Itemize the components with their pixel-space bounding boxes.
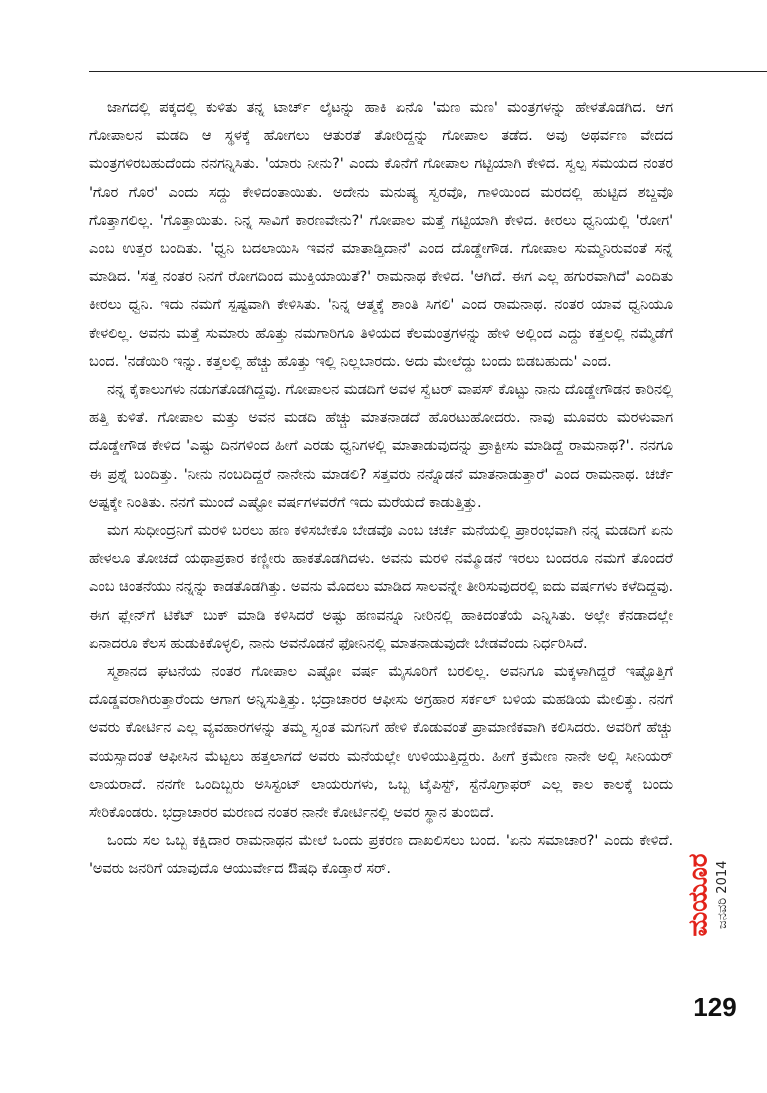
- paragraph-5: ಒಂದು ಸಲ ಒಬ್ಬ ಕಕ್ಷಿದಾರ ರಾಮನಾಥನ ಮೇಲೆ ಒಂದು ಪ್ರಕರಣ ದಾಖಲಿಸಲು ಬಂದ. 'ಏನು ಸಮಾಚಾರ?' ಎಂದು ಕೇಳಿದೆ. 'ಅವರು ಜನರಿಗೆ ಯಾವುದೊ ಆಯುರ್ವೇದ ಔಷಧಿ ಕೊಡ್ತಾರೆ ಸರ್.: [89, 832, 673, 878]
- page-number: 129: [693, 992, 737, 1022]
- paragraph-4: ಸ್ಮಶಾನದ ಘಟನೆಯ ನಂತರ ಗೋಪಾಲ ಎಷ್ಟೋ ವರ್ಷ ಮೈಸೂರಿಗೆ ಬರಲಿಲ್ಲ. ಅವನಿಗೂ ಮಕ್ಕಳಾಗಿದ್ದರೆ ಇಷ್ಟೊತ್ತಿಗೆ ದೊಡ್ಡವರಾಗಿರುತ್ತಾರೆಂದು ಆಗಾಗ ಅನ್ನಿಸುತ್ತಿತ್ತು. ಭದ್ರಾಚಾರರ ಆಫೀಸು ಅಗ್ರಹಾರ ಸರ್ಕಲ್ ಬಳಿಯ ಮಹಡಿಯ ಮೇಲಿತ್ತು. ನನಗೆ ಅವರು ಕೋರ್ಟಿನ ಎಲ್ಲ ವ್ಯವಹಾರಗಳನ್ನು ತಮ್ಮ ಸ್ವಂತ ಮಗನಿಗೆ ಹೇಳಿ ಕೊಡುವಂತೆ ಪ್ರಾಮಾಣಿಕವಾಗಿ ಕಲಿಸಿದರು. ಅವರಿಗೆ ಹೆಚ್ಚು ವಯಸ್ಸಾದಂತೆ ಆಫೀಸಿನ ಮೆಟ್ಟಲು ಹತ್ತಲಾಗದೆ ಅವರು ಮನೆಯಲ್ಲೇ ಉಳಿಯುತ್ತಿದ್ದರು. ಹೀಗೆ ಕ್ರಮೇಣ ನಾನೇ ಅಲ್ಲಿ ಸೀನಿಯರ್ ಲಾಯರಾದೆ. ನನಗೇ ಒಂದಿಬ್ಬರು ಅಸಿಸ್ಟಂಟ್ ಲಾಯರುಗಳು, ಒಬ್ಬ ಟೈಪಿಸ್ಟ್, ಸ್ಟೆನೊಗ್ರಾಫರ್ ಎಲ್ಲ ಕಾಲ ಕಾಲಕ್ಕೆ ಬಂದು ಸೇರಿಕೊಂಡರು. ಭದ್ರಾಚಾರರ ಮರಣದ ನಂತರ ನಾನೇ ಕೋರ್ಟಿನಲ್ಲಿ ಅವರ ಸ್ಥಾನ ತುಂಬಿದೆ.: [89, 663, 673, 822]
- paragraph-3: ಮಗ ಸುಧೀಂದ್ರನಿಗೆ ಮರಳಿ ಬರಲು ಹಣ ಕಳಿಸಬೇಕೊ ಬೇಡವೊ ಎಂಬ ಚರ್ಚೆ ಮನೆಯಲ್ಲಿ ಪ್ರಾರಂಭವಾಗಿ ನನ್ನ ಮಡದಿಗೆ ಏನು ಹೇಳಲೂ ತೋಚದೆ ಯಥಾಪ್ರಕಾರ ಕಣ್ಣೀರು ಹಾಕತೊಡಗಿದಳು. ಅವನು ಮರಳಿ ನಮ್ಮೊಡನೆ ಇರಲು ಬಂದರೂ ನಮಗೆ ತೊಂದರೆ ಎಂಬ ಚಿಂತನೆಯು ನನ್ನನ್ನು ಕಾಡತೊಡಗಿತ್ತು. ಅವನು ಮೊದಲು ಮಾಡಿದ ಸಾಲವನ್ನೇ ತೀರಿಸುವುದರಲ್ಲಿ ಐದು ವರ್ಷಗಳು ಕಳೆದಿದ್ದವು. ಈಗ ಫ್ಲೇನ್‌ಗೆ ಟಿಕೆಟ್ ಬುಕ್ ಮಾಡಿ ಕಳಿಸಿದರೆ ಅಷ್ಟು ಹಣವನ್ನೂ ನೀರಿನಲ್ಲಿ ಹಾಕಿದಂತೆಯೆ ಎನ್ನಿಸಿತು. ಅಲ್ಲೇ ಕೆನಡಾದಲ್ಲೇ ಏನಾದರೂ ಕೆಲಸ ಹುಡುಕಿಕೊಳ್ಳಲಿ, ನಾನು ಅವನೊಡನೆ ಫೋನಿನಲ್ಲಿ ಮಾತನಾಡುವುದೇ ಬೇಡವೆಂದು ನಿರ್ಧರಿಸಿದೆ.: [89, 522, 673, 652]
- magazine-logo: [683, 820, 714, 970]
- issue-date: ಜನವರಿ 2014: [715, 860, 730, 930]
- magazine-logo-art: [683, 820, 714, 970]
- article-body: [89, 94, 673, 884]
- paragraph-2: ನನ್ನ ಕೈಕಾಲುಗಳು ನಡುಗತೊಡಗಿದ್ದವು. ಗೋಪಾಲನ ಮಡದಿಗೆ ಅವಳ ಸ್ವೆಟರ್ ವಾಪಸ್ ಕೊಟ್ಟು ನಾನು ದೊಡ್ಡೇಗೌಡನ ಕಾರಿನಲ್ಲಿ ಹತ್ತಿ ಕುಳಿತೆ. ಗೋಪಾಲ ಮತ್ತು ಅವನ ಮಡದಿ ಹೆಚ್ಚು ಮಾತನಾಡದೆ ಹೊರಟುಹೋದರು. ನಾವು ಮೂವರು ಮರಳುವಾಗ ದೊಡ್ಡೇಗೌಡ ಕೇಳಿದ 'ಎಷ್ಟು ದಿನಗಳಿಂದ ಹೀಗೆ ಎರಡು ಧ್ವನಿಗಳಲ್ಲಿ ಮಾತಾಡುವುದನ್ನು ಪ್ರಾಕ್ಟೀಸು ಮಾಡಿದ್ದೆ ರಾಮನಾಥ?'. ನನಗೂ ಈ ಪ್ರಶ್ನೆ ಬಂದಿತ್ತು. 'ನೀನು ನಂಬದಿದ್ದರೆ ನಾನೇನು ಮಾಡಲಿ? ಸತ್ತವರು ನನ್ನೊಡನೆ ಮಾತನಾಡುತ್ತಾರೆ' ಎಂದ ರಾಮನಾಥ. ಚರ್ಚೆ ಅಷ್ಟಕ್ಕೇ ನಿಂತಿತು. ನನಗೆ ಮುಂದೆ ಎಷ್ಟೋ ವರ್ಷಗಳವರೆಗೆ ಇದು ಮರೆಯದೆ ಕಾಡುತ್ತಿತ್ತು.: [89, 381, 673, 511]
- paragraph-1: ಜಾಗದಲ್ಲಿ ಪಕ್ಕದಲ್ಲಿ ಕುಳಿತು ತನ್ನ ಟಾರ್ಚ್ ಲೈಟನ್ನು ಹಾಕಿ ಏನೊ 'ಮಣ ಮಣ' ಮಂತ್ರಗಳನ್ನು ಹೇಳತೊಡಗಿದ. ಆಗ ಗೋಪಾಲನ ಮಡದಿ ಆ ಸ್ಥಳಕ್ಕೆ ಹೋಗಲು ಆತುರತೆ ತೋರಿದ್ದನ್ನು ಗೋಪಾಲ ತಡೆದ. ಅವು ಅಥರ್ವಣ ವೇದದ ಮಂತ್ರಗಳಿರಬಹುದೆಂದು ನನಗನ್ನಿಸಿತು. 'ಯಾರು ನೀನು?' ಎಂದು ಕೊನೆಗೆ ಗೋಪಾಲ ಗಟ್ಟಿಯಾಗಿ ಕೇಳಿದ. ಸ್ವಲ್ಪ ಸಮಯದ ನಂತರ 'ಗೊರ ಗೊರ' ಎಂದು ಸದ್ದು ಕೇಳಿದಂತಾಯಿತು. ಅದೇನು ಮನುಷ್ಯ ಸ್ವರವೊ, ಗಾಳಿಯಿಂದ ಮರದಲ್ಲಿ ಹುಟ್ಟಿದ ಶಬ್ದವೊ ಗೊತ್ತಾಗಲಿಲ್ಲ. 'ಗೊತ್ತಾಯಿತು. ನಿನ್ನ ಸಾವಿಗೆ ಕಾರಣವೇನು?' ಗೋಪಾಲ ಮತ್ತೆ ಗಟ್ಟಿಯಾಗಿ ಕೇಳಿದ. ಕೀರಲು ಧ್ವನಿಯಲ್ಲಿ 'ರೋಗ' ಎಂಬ ಉತ್ತರ ಬಂದಿತು. 'ಧ್ವನಿ ಬದಲಾಯಿಸಿ ಇವನೆ ಮಾತಾಡ್ತಿದಾನೆ' ಎಂದ ದೊಡ್ಡೇಗೌಡ. ಗೋಪಾಲ ಸುಮ್ಮನಿರುವಂತೆ ಸನ್ನೆ ಮಾಡಿದ. 'ಸತ್ತ ನಂತರ ನಿನಗೆ ರೋಗದಿಂದ ಮುಕ್ತಿಯಾಯಿತೆ?' ರಾಮನಾಥ ಕೇಳಿದ. 'ಆಗಿದೆ. ಈಗ ಎಲ್ಲ ಹಗುರವಾಗಿದೆ' ಎಂದಿತು ಕೀರಲು ಧ್ವನಿ. ಇದು ನಮಗೆ ಸ್ಪಷ್ಟವಾಗಿ ಕೇಳಿಸಿತು. 'ನಿನ್ನ ಆತ್ಮಕ್ಕೆ ಶಾಂತಿ ಸಿಗಲಿ' ಎಂದ ರಾಮನಾಥ. ನಂತರ ಯಾವ ಧ್ವನಿಯೂ ಕೇಳಲಿಲ್ಲ. ಅವನು ಮತ್ತೆ ಸುಮಾರು ಹೊತ್ತು ನಮಗಾರಿಗೂ ತಿಳಿಯದ ಕೆಲಮಂತ್ರಗಳನ್ನು ಹೇಳಿ ಅಲ್ಲಿಂದ ಎದ್ದು ಕತ್ತಲಲ್ಲಿ ನಮ್ಮೆಡೆಗೆ ಬಂದ. 'ನಡೆಯಿರಿ ಇನ್ನು. ಕತ್ತಲಲ್ಲಿ ಹೆಚ್ಚು ಹೊತ್ತು ಇಲ್ಲಿ ನಿಲ್ಲಬಾರದು. ಅದು ಮೇಲೆದ್ದು ಬಂದು ಬಿಡಬಹುದು' ಎಂದ.: [89, 99, 673, 370]
- header-rule: [89, 71, 767, 72]
- magazine-sidebar: [683, 820, 746, 970]
- magazine-logo-text: ಮಯೂರ: [683, 853, 714, 937]
